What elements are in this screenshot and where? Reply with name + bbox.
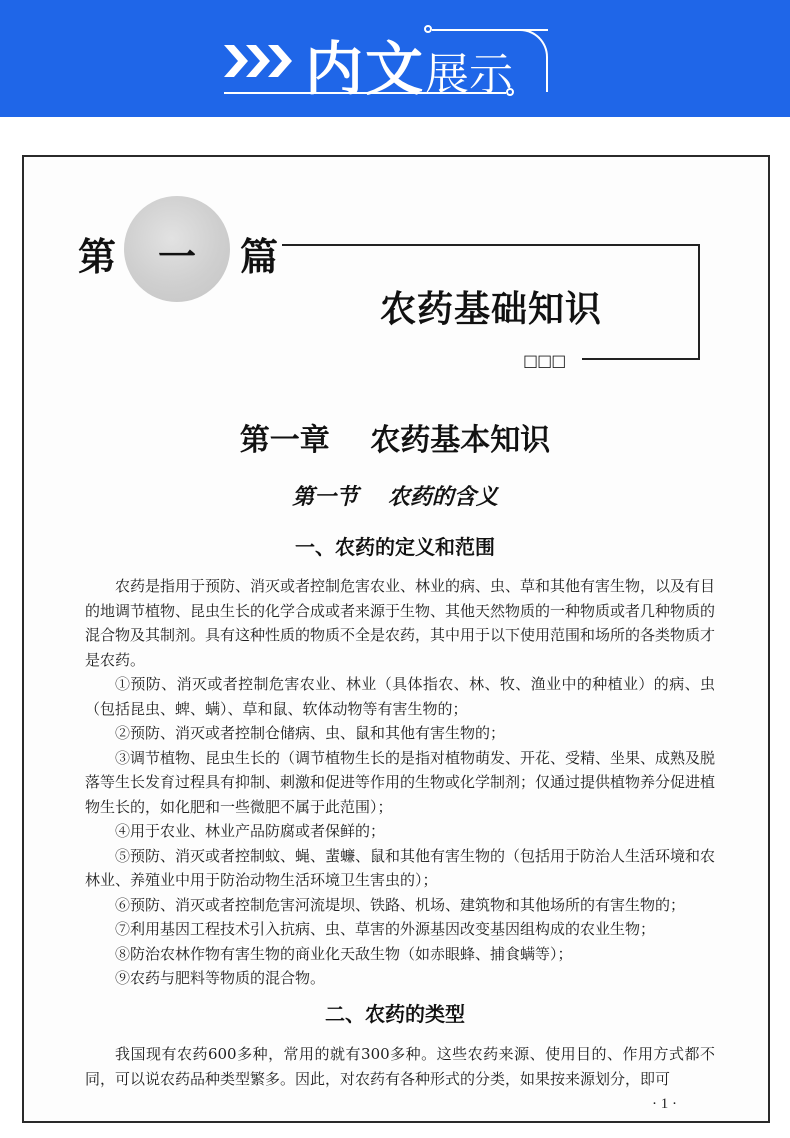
subsection-title-2: 二、农药的类型	[325, 1002, 465, 1026]
definition-item-2: ②预防、消灭或者控制仓储病、虫、鼠和其他有害生物的；	[115, 724, 506, 742]
definition-item-9: ⑨农药与肥料等物质的混合物。	[115, 969, 326, 987]
types-body	[85, 1042, 715, 1091]
definition-item-7: ⑦利用基因工程技术引入抗病、虫、草害的外源基因改变基因组构成的农业生物；	[115, 920, 656, 938]
part-label-char-2: 一	[158, 237, 197, 279]
part-label-char-3: 篇	[240, 237, 279, 279]
banner-title-bold: 内文	[305, 35, 426, 103]
part-rule-top	[282, 244, 700, 246]
section-title: 第一节 农药的含义	[292, 484, 498, 510]
subsection-title-1: 一、农药的定义和范围	[295, 535, 495, 559]
definition-item-4: ④用于农业、林业产品防腐或者保鲜的；	[115, 822, 386, 840]
definition-paragraph: 农药是指用于预防、消灭或者控制危害农业、林业的病、虫、草和其他有害生物，以及有目的地调节植物、昆虫生长的化学合成或者来源于生物、其他天然物质的一种物质或者几种物质的混合物及其制剂。具有这种性质的物质不全是农药，其中用于以下使用范围和场所的各类物质才是农药。	[85, 577, 716, 669]
header-banner	[0, 0, 790, 117]
definition-item-5: ⑤预防、消灭或者控制蚊、蝇、蜚蠊、鼠和其他有害生物的（包括用于防治人生活环境和农林业、养殖业中用于防治动物生活环境卫生害虫的）；	[85, 846, 716, 889]
definition-item-6: ⑥预防、消灭或者控制危害河流堤坝、铁路、机场、建筑物和其他场所的有害生物的；	[115, 895, 686, 914]
part-decor-boxes: □□□	[523, 351, 566, 370]
part-label-char-1: 第	[78, 237, 117, 279]
definition-item-3: ③调节植物、昆虫生长的（调节植物生长的是指对植物萌发、开花、受精、坐果、成熟及脱落等生长发育过程具有抑制、刺激和促进等作用的生物或化学制剂；仅通过提供植物养分促进植物生长的，如化肥和一些微肥不属于此范围）；	[85, 748, 716, 816]
part-title: 农药基础知识	[380, 289, 603, 330]
part-rule-bottom	[582, 358, 700, 360]
definition-item-8: ⑧防治农林作物有害生物的商业化天敌生物（如赤眼蜂、捕食螨等）；	[115, 944, 573, 963]
part-rule-right	[698, 244, 700, 360]
banner-title-light: 展示	[425, 49, 514, 100]
banner-title	[305, 22, 514, 103]
chapter-title: 第一章 农药基本知识	[239, 423, 551, 458]
triple-chevron-right-icon	[224, 41, 296, 81]
types-paragraph: 我国现有农药600多种，常用的就有300多种。这些农药来源、使用目的、作用方式都不同，可以说农药品种类型繁多。因此，对农药有各种形式的分类，如果按来源划分，即可	[85, 1045, 715, 1088]
definition-item-1: ①预防、消灭或者控制危害农业、林业（具体指农、林、牧、渔业中的种植业）的病、虫（包括昆虫、蜱、螨）、草和鼠、软体动物等有害生物的；	[85, 675, 715, 718]
definition-body	[85, 574, 715, 991]
page-number: · 1 ·	[652, 1096, 677, 1112]
